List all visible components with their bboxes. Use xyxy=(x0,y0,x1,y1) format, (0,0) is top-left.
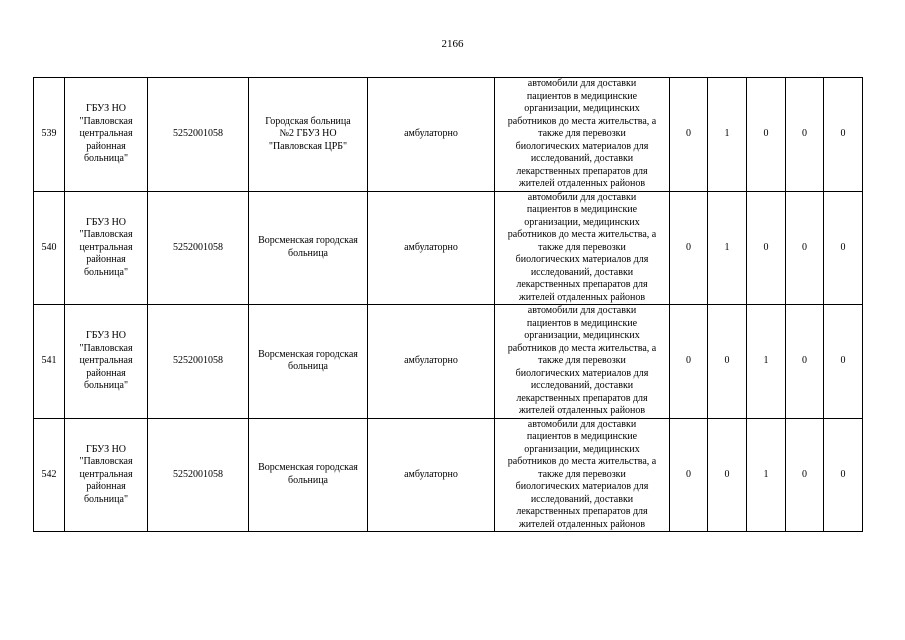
table-row xyxy=(34,78,863,192)
count-cell-2: 1 xyxy=(708,78,747,192)
branch-line: больница xyxy=(288,474,328,486)
branch-line: Городская больница xyxy=(265,115,351,127)
count-cell-2: 0 xyxy=(708,418,747,532)
purpose-line: организации, медицинских xyxy=(524,103,640,114)
purpose-line: биологических материалов для xyxy=(515,481,649,492)
organization-line: центральная xyxy=(79,128,133,139)
organization-line: районная xyxy=(86,481,126,492)
count-cell-2: 0 xyxy=(708,305,747,419)
organization-line: "Павловская xyxy=(79,342,133,354)
purpose-line: биологических материалов для xyxy=(515,254,649,265)
row-number-cell: 540 xyxy=(34,191,65,305)
purpose-line: работников до места жительства, а xyxy=(507,115,657,127)
table-row xyxy=(34,418,863,532)
purpose-line: лекарственных препаратов для xyxy=(516,165,648,177)
purpose-line: также для перевозки xyxy=(538,128,626,139)
purpose-line: исследований, доставки xyxy=(530,153,634,164)
count-cell-4: 0 xyxy=(786,305,824,419)
purpose-line: исследований, доставки xyxy=(530,493,634,505)
organization-line: больница" xyxy=(83,380,129,391)
registry-table xyxy=(33,77,863,532)
organization-line: ГБУЗ НО xyxy=(85,330,127,341)
count-cell-4: 0 xyxy=(786,191,824,305)
care-type-cell: амбулаторно xyxy=(368,418,495,532)
purpose-line: жителей отдаленных районов xyxy=(518,405,646,416)
branch-cell xyxy=(249,305,368,419)
purpose-line: организации, медицинских xyxy=(524,330,640,341)
organization-line: больница" xyxy=(83,266,129,278)
organization-line: больница" xyxy=(83,493,129,505)
count-cell-3: 1 xyxy=(747,418,786,532)
purpose-line: организации, медицинских xyxy=(524,443,640,455)
count-cell-5: 0 xyxy=(824,305,863,419)
purpose-line: лекарственных препаратов для xyxy=(516,506,648,517)
purpose-line: автомобили для доставки xyxy=(527,305,637,316)
row-number-cell: 542 xyxy=(34,418,65,532)
organization-line: центральная xyxy=(79,241,133,253)
purpose-cell xyxy=(495,418,670,532)
table-row xyxy=(34,191,863,305)
organization-line: ГБУЗ НО xyxy=(85,443,127,455)
care-type-cell: амбулаторно xyxy=(368,305,495,419)
organization-cell xyxy=(65,305,148,419)
row-number-cell: 539 xyxy=(34,78,65,192)
organization-line: центральная xyxy=(79,355,133,366)
purpose-line: работников до места жительства, а xyxy=(507,342,657,354)
purpose-line: биологических материалов для xyxy=(515,140,649,152)
inn-cell: 5252001058 xyxy=(148,191,249,305)
count-cell-2: 1 xyxy=(708,191,747,305)
count-cell-4: 0 xyxy=(786,418,824,532)
purpose-line: автомобили для доставки xyxy=(527,78,637,89)
purpose-line: организации, медицинских xyxy=(524,216,640,228)
count-cell-1: 0 xyxy=(670,305,708,419)
organization-line: центральная xyxy=(79,468,133,480)
purpose-line: автомобили для доставки xyxy=(527,191,637,203)
purpose-line: лекарственных препаратов для xyxy=(516,279,648,290)
page-number: 2166 xyxy=(441,38,464,50)
count-cell-5: 0 xyxy=(824,191,863,305)
organization-line: районная xyxy=(86,367,126,379)
count-cell-3: 0 xyxy=(747,191,786,305)
purpose-cell xyxy=(495,78,670,192)
purpose-line: пациентов в медицинские xyxy=(526,90,638,102)
organization-cell xyxy=(65,418,148,532)
organization-line: ГБУЗ НО xyxy=(85,103,127,114)
purpose-line: также для перевозки xyxy=(538,355,626,366)
purpose-cell xyxy=(495,191,670,305)
purpose-line: исследований, доставки xyxy=(530,380,634,391)
purpose-line: пациентов в медицинские xyxy=(526,204,638,215)
organization-line: ГБУЗ НО xyxy=(85,216,127,228)
inn-cell: 5252001058 xyxy=(148,78,249,192)
count-cell-4: 0 xyxy=(786,78,824,192)
count-cell-1: 0 xyxy=(670,418,708,532)
purpose-line: жителей отдаленных районов xyxy=(518,291,646,303)
purpose-line: работников до места жительства, а xyxy=(507,229,657,240)
purpose-line: исследований, доставки xyxy=(530,266,634,278)
branch-cell xyxy=(249,191,368,305)
purpose-line: пациентов в медицинские xyxy=(526,431,638,442)
row-number-cell: 541 xyxy=(34,305,65,419)
branch-cell xyxy=(249,418,368,532)
organization-line: "Павловская xyxy=(79,456,133,467)
organization-line: больница" xyxy=(83,153,129,164)
branch-line: "Павловская ЦРБ" xyxy=(268,140,348,152)
care-type-cell: амбулаторно xyxy=(368,78,495,192)
organization-line: районная xyxy=(86,254,126,265)
inn-cell: 5252001058 xyxy=(148,305,249,419)
organization-line: "Павловская xyxy=(79,229,133,240)
count-cell-1: 0 xyxy=(670,191,708,305)
care-type-cell: амбулаторно xyxy=(368,191,495,305)
organization-line: районная xyxy=(86,140,126,152)
branch-line: больница xyxy=(288,361,328,373)
purpose-line: жителей отдаленных районов xyxy=(518,178,646,189)
purpose-line: биологических материалов для xyxy=(515,367,649,379)
purpose-line: жителей отдаленных районов xyxy=(518,518,646,530)
purpose-line: лекарственных препаратов для xyxy=(516,392,648,404)
purpose-line: пациентов в медицинские xyxy=(526,317,638,329)
count-cell-1: 0 xyxy=(670,78,708,192)
branch-line: больница xyxy=(288,247,328,259)
inn-cell: 5252001058 xyxy=(148,418,249,532)
count-cell-5: 0 xyxy=(824,418,863,532)
purpose-cell xyxy=(495,305,670,419)
organization-cell xyxy=(65,191,148,305)
count-cell-5: 0 xyxy=(824,78,863,192)
branch-line: №2 ГБУЗ НО xyxy=(279,128,337,139)
organization-cell xyxy=(65,78,148,192)
purpose-line: также для перевозки xyxy=(538,241,626,253)
branch-line: Ворсменская городская xyxy=(258,462,358,474)
count-cell-3: 1 xyxy=(747,305,786,419)
purpose-line: автомобили для доставки xyxy=(527,418,637,430)
branch-line: Ворсменская городская xyxy=(258,235,358,247)
purpose-line: работников до места жительства, а xyxy=(507,456,657,467)
purpose-line: также для перевозки xyxy=(538,468,626,480)
branch-line: Ворсменская городская xyxy=(258,348,358,360)
count-cell-3: 0 xyxy=(747,78,786,192)
organization-line: "Павловская xyxy=(79,115,133,127)
branch-cell xyxy=(249,78,368,192)
table-row xyxy=(34,305,863,419)
